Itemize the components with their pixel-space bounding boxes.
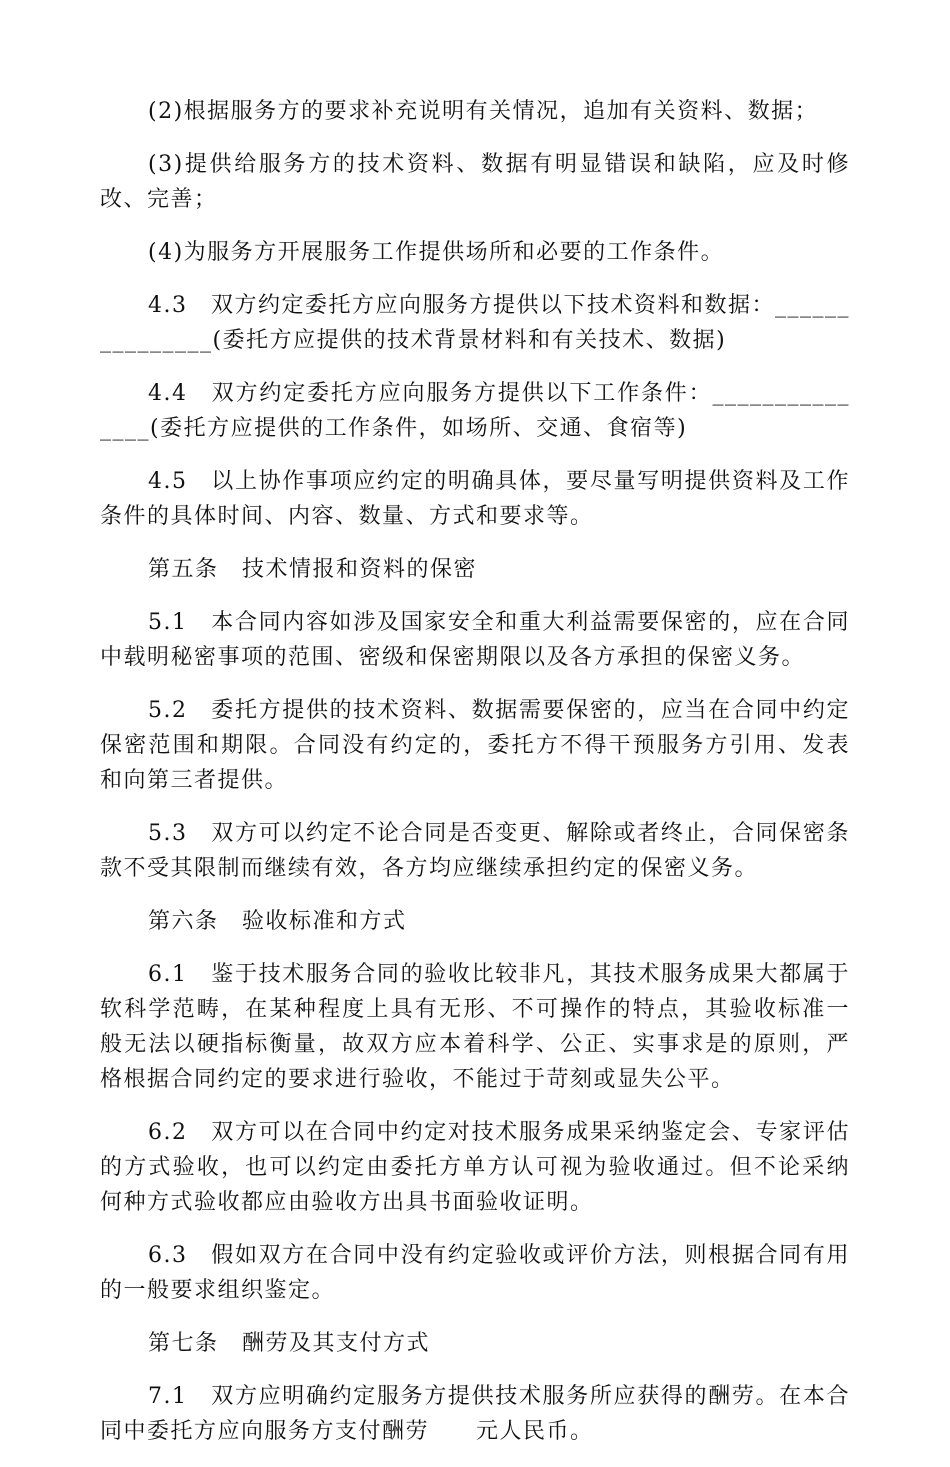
clause-5-3: 5.3 双方可以约定不论合同是否变更、解除或者终止，合同保密条款不受其限制而继续有效，各方均应继续承担约定的保密义务。 bbox=[100, 821, 850, 881]
article-5-heading: 第五条 技术情报和资料的保密 bbox=[148, 557, 478, 582]
clause-4-5: 4.5 以上协作事项应约定的明确具体，要尽量写明提供资料及工作条件的具体时间、内容、数量、方式和要求等。 bbox=[100, 469, 850, 529]
clause-5-2: 5.2 委托方提供的技术资料、数据需要保密的，应当在合同中约定保密范围和期限。合同没有约定的，委托方不得干预服务方引用、发表和向第三者提供。 bbox=[100, 698, 850, 793]
paragraph-4: (4)为服务方开展服务工作提供场所和必要的工作条件。 bbox=[148, 240, 725, 265]
article-6-heading: 第六条 验收标准和方式 bbox=[148, 909, 407, 934]
clause-6-1: 6.1 鉴于技术服务合同的验收比较非凡，其技术服务成果大都属于软科学范畴，在某种程度上具有无形、不可操作的特点，其验收标准一般无法以硬指标衡量，故双方应本着科学、公正、实事求是的原则，严格根据合同约定的要求进行验收，不能过于苛刻或显失公平。 bbox=[100, 962, 850, 1092]
paragraph-2: (2)根据服务方的要求补充说明有关情况，追加有关资料、数据； bbox=[148, 99, 819, 124]
clause-7-1: 7.1 双方应明确约定服务方提供技术服务所应获得的酬劳。在本合同中委托方应向服务方支付酬劳 元人民币。 bbox=[100, 1384, 850, 1444]
clause-6-2: 6.2 双方可以在合同中约定对技术服务成果采纳鉴定会、专家评估的方式验收，也可以约定由委托方单方认可视为验收通过。但不论采纳何种方式验收都应由验收方出具书面验收证明。 bbox=[100, 1120, 850, 1215]
article-7-heading: 第七条 酬劳及其支付方式 bbox=[148, 1331, 431, 1356]
clause-4-4: 4.4 双方约定委托方应向服务方提供以下工作条件：_______________(委托方应提供的工作条件，如场所、交通、食宿等) bbox=[100, 381, 850, 441]
paragraph-3: (3)提供给服务方的技术资料、数据有明显错误和缺陷，应及时修改、完善； bbox=[100, 152, 850, 212]
clause-6-3: 6.3 假如双方在合同中没有约定验收或评价方法，则根据合同有用的一般要求组织鉴定。 bbox=[100, 1243, 850, 1303]
clause-5-1: 5.1 本合同内容如涉及国家安全和重大利益需要保密的，应在合同中载明秘密事项的范围、密级和保密期限以及各方承担的保密义务。 bbox=[100, 610, 850, 670]
document-body bbox=[100, 94, 850, 1467]
clause-4-3: 4.3 双方约定委托方应向服务方提供以下技术资料和数据：_______________(委托方应提供的技术背景材料和有关技术、数据) bbox=[100, 293, 850, 353]
